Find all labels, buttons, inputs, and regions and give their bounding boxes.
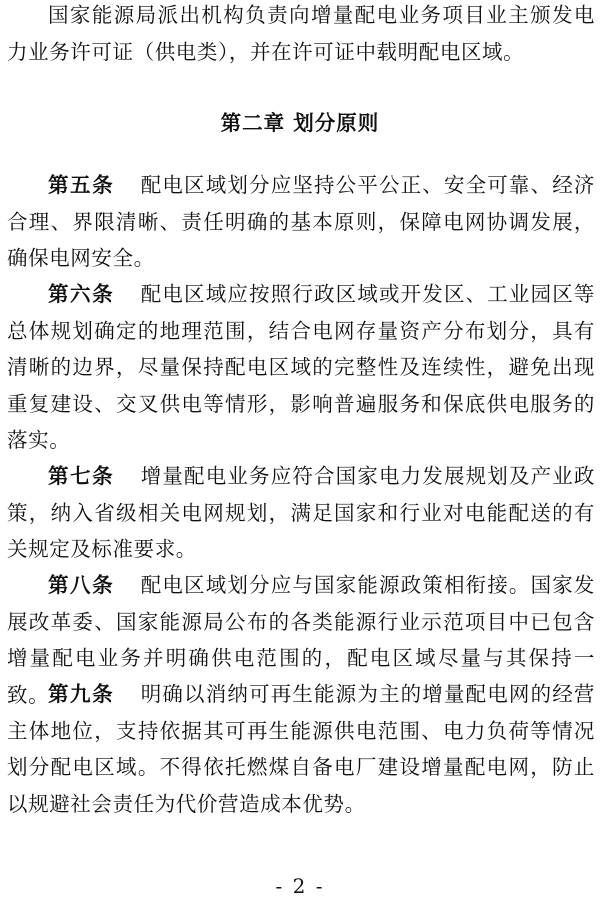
article-5-label: 第五条 [48,173,115,197]
article-8-text: 配电区域划分应与国家能源政策相衔接。国家发展改革委、国家能源局公布的各类能源行业示范项目中已包含增量配电业务并明确供电范围的，配电区域尽量与其保持一致。 [7,573,596,707]
article-7-text: 增量配电业务应符合国家电力发展规划及产业政策，纳入省级相关电网规划，满足国家和行业对电能配送的有关规定及标准要求。 [7,464,596,561]
article-8-label: 第八条 [48,573,115,597]
article-6 [7,276,595,459]
article-9-label: 第九条 [48,682,115,706]
intro-paragraph: 国家能源局派出机构负责向增量配电业务项目业主颁发电力业务许可证（供电类），并在许可证中载明配电区域。 [7,3,595,64]
page-number: - 2 - [275,874,325,898]
chapter-title: 第二章 划分原则 [220,111,380,135]
article-7-label: 第七条 [48,464,115,488]
article-5 [7,167,595,277]
article-9-text: 明确以消纳可再生能源为主的增量配电网的经营主体地位，支持依据其可再生能源供电范围、电力负荷等情况划分配电区域。不得依托燃煤自备电厂建设增量配电网，防止以规避社会责任为代价营造成本优势。 [7,682,596,816]
article-9 [7,676,595,822]
article-6-label: 第六条 [48,282,115,306]
article-6-text: 配电区域应按照行政区域或开发区、工业园区等总体规划确定的地理范围，结合电网存量资产分布划分，具有清晰的边界，尽量保持配电区域的完整性及连续性，避免出现重复建设、交叉供电等情形，影响普遍服务和保底供电服务的落实。 [7,282,596,452]
article-7 [7,458,595,568]
article-5-text: 配电区域划分应坚持公平公正、安全可靠、经济合理、界限清晰、责任明确的基本原则，保障电网协调发展，确保电网安全。 [7,173,596,270]
